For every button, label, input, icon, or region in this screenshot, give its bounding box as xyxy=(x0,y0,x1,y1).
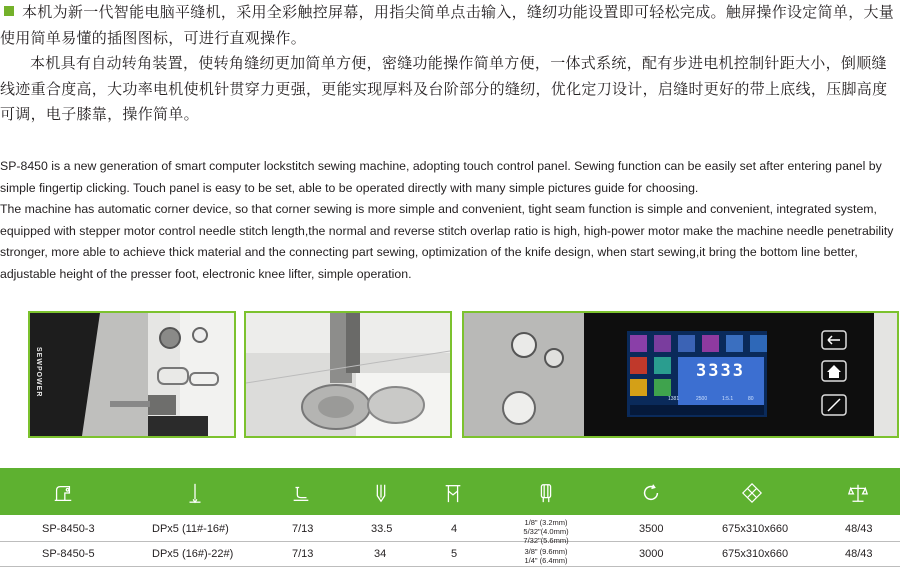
stitch-cell: 7/13 xyxy=(292,548,314,560)
table-row xyxy=(0,542,900,567)
intro-en-paragraph-2: The machine has automatic corner device, so that corner sewing is more simple and convenient, tight seam function is simple and convenient, integrated system, equipped with stepper motor control needle stitch length,the normal and reverse stitch overlap ratio is high, high-power motor make the machine needle penetrability stronger, more able to achieve thick material and the connecting part sewing, optimization of the knife design, when start sewing,it bring the bottom line better, adjustable height of the presser foot, electronic knee lifter, simple operation. xyxy=(0,202,894,281)
model-cell: SP-8450-5 xyxy=(42,548,95,560)
model-cell: SP-8450-3 xyxy=(42,523,95,535)
lift-icon xyxy=(442,481,464,505)
speed-icon xyxy=(640,481,662,505)
intro-cn-paragraph-1: 本机为新一代智能电脑平缝机，采用全彩触控屏幕，用指尖简单点击输入，缝纫功能设置即可轻松完成。触屏操作设定简单，大量使用简单易懂的插图图标，可进行直观操作。 xyxy=(0,3,895,47)
dimensions-icon xyxy=(741,481,763,505)
size-cell: 675x310x660 xyxy=(722,523,789,535)
panel-status-1: 1381 xyxy=(668,396,680,402)
needle-cell: DPx5 (16#)-22#) xyxy=(152,548,234,560)
needle-cell: DPx5 (11#-16#) xyxy=(152,523,229,535)
brand-label: SEWPOWER xyxy=(35,347,42,398)
size-cell: 675x310x660 xyxy=(722,548,789,560)
speed-cell: 3500 xyxy=(639,523,664,535)
machine-head-illustration xyxy=(30,313,234,436)
panel-status-3: 1:5.1 xyxy=(722,396,734,402)
weight-icon xyxy=(847,481,869,505)
gauge-cell-row1 xyxy=(500,518,592,545)
weight-cell: 48/43 xyxy=(845,523,873,535)
weight-cell: 48/43 xyxy=(845,548,873,560)
gauge-line: 5/32"(4.0mm) xyxy=(523,527,569,536)
speed-cell: 3000 xyxy=(639,548,664,560)
gauge-cell-row2 xyxy=(500,547,592,565)
lift-cell-1: 33.5 xyxy=(371,523,393,535)
photo-needle-closeup xyxy=(244,311,452,438)
panel-status-4: 80 xyxy=(748,396,754,402)
table-row xyxy=(0,517,900,542)
bullet-square-icon xyxy=(4,6,14,16)
gauge-line: 1/4" (6.4mm) xyxy=(524,556,568,565)
intro-cn-paragraph-2: 本机具有自动转角装置，使转角缝纫更加简单方便，密缝功能操作简单方便，一体式系统，配有步进电机控制针距大小，倒顺缝线迹重合度高，大功率电机使机针贯穿力更强，更能实现厚料及台阶部分的缝纫，优化定刀设计，启缝时更好的带上底线，压脚高度可调，电子膝靠，操作简单。 xyxy=(0,54,888,123)
intro-english xyxy=(0,156,900,286)
panel-stitch-count: 3333 xyxy=(696,361,745,381)
lift-cell-2: 4 xyxy=(451,523,458,535)
photo-machine-head xyxy=(28,311,236,438)
intro-en-paragraph-1: SP-8450 is a new generation of smart computer lockstitch sewing machine, adopting touch control panel. Sewing function can be easily set after entering panel by simple fingertip clicking. Touch panel is easy to be set, able to be operated directly with many simple pictures guide for choosing. xyxy=(0,159,882,195)
gauge-line: 1/8" (3.2mm) xyxy=(524,518,568,527)
photo-control-panel xyxy=(462,311,899,438)
stitch-length-icon xyxy=(290,481,312,505)
intro-chinese xyxy=(0,0,900,128)
control-panel-illustration xyxy=(464,313,897,436)
lift-cell-2: 5 xyxy=(451,548,458,560)
gauge-icon xyxy=(535,481,557,505)
lift-cell-1: 34 xyxy=(374,548,387,560)
stitch-cell: 7/13 xyxy=(292,523,314,535)
panel-status-2: 2500 xyxy=(696,396,708,402)
gauge-line: 7/32"(5.6mm) xyxy=(523,536,569,545)
gauge-line: 3/8" (9.6mm) xyxy=(524,547,568,556)
machine-icon xyxy=(52,481,74,505)
needle-type-icon xyxy=(184,481,206,505)
needle-closeup-illustration xyxy=(246,313,450,436)
presser-foot-lift-icon xyxy=(370,481,392,505)
